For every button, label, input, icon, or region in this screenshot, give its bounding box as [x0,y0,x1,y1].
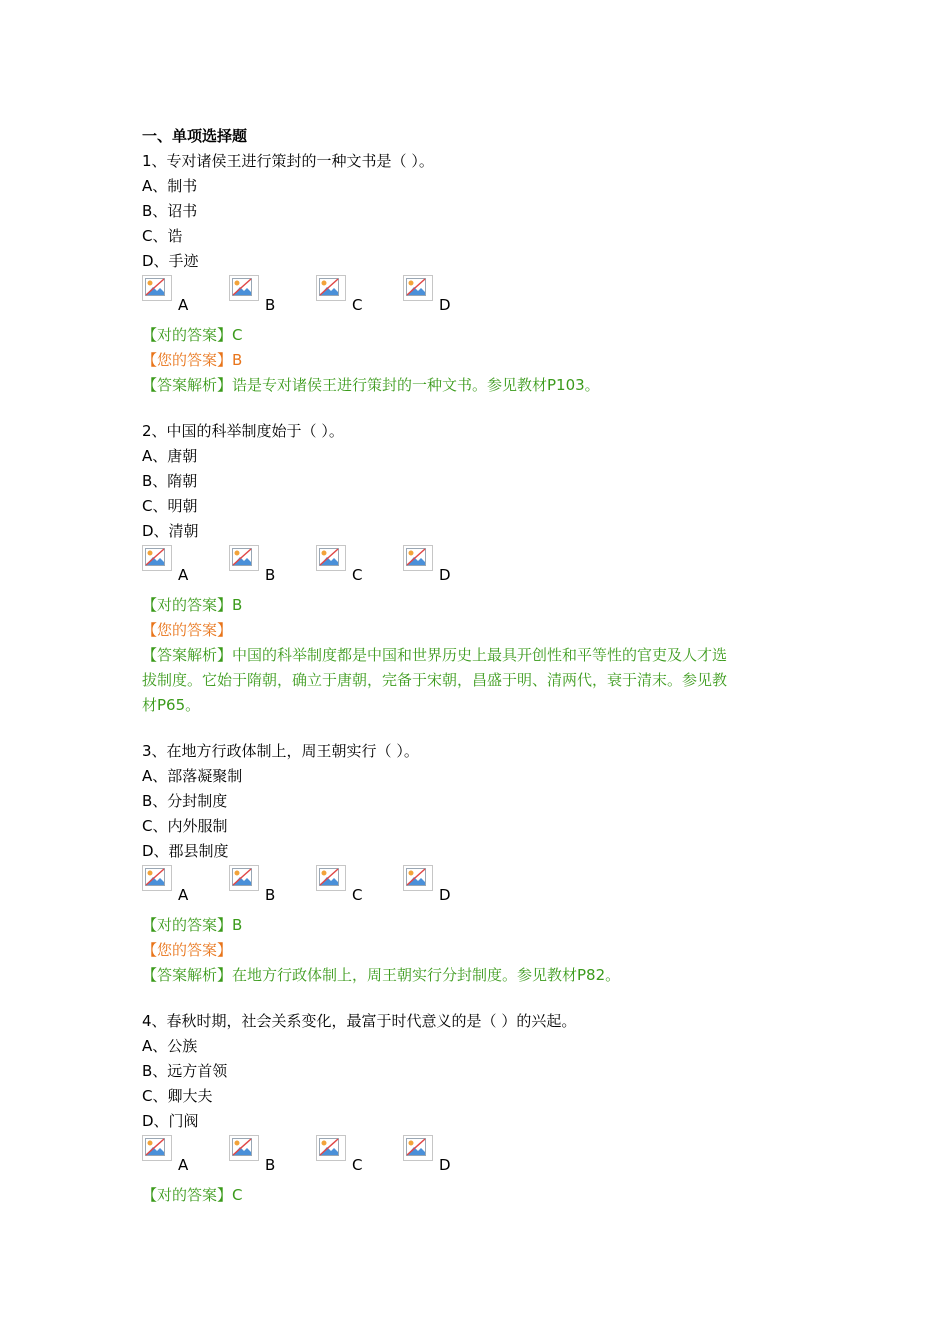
broken-image-icon [229,545,259,571]
question-stem: 1、专对诸侯王进行策封的一种文书是（ ）。 [142,152,434,170]
broken-image-icon [403,1135,433,1161]
choice-letter: A [178,886,189,904]
document-page [142,124,802,1208]
broken-image-icon [316,275,346,301]
broken-image-icon [229,275,259,301]
option-d: D、郡县制度 [142,842,229,860]
option-a: A、制书 [142,177,198,195]
choice-c[interactable] [316,275,403,315]
choice-letter: D [439,1156,451,1174]
choice-a[interactable] [142,1135,229,1175]
question-4 [142,1009,802,1208]
your-answer: 【您的答案】 [142,941,233,959]
choice-letter: D [439,566,451,584]
option-c: C、明朝 [142,497,198,515]
choice-a[interactable] [142,865,229,905]
choice-letter: D [439,886,451,904]
answer-analysis-line-3: 材P65。 [142,696,201,714]
question-3 [142,739,802,988]
correct-answer: 【对的答案】C [142,1186,243,1204]
your-answer: 【您的答案】B [142,351,243,369]
broken-image-icon [142,1135,172,1161]
choice-letter: A [178,296,189,314]
choice-row [142,275,802,315]
choice-row [142,1135,802,1175]
correct-answer: 【对的答案】B [142,916,243,934]
choice-letter: B [265,296,276,314]
broken-image-icon [316,865,346,891]
question-stem: 4、春秋时期，社会关系变化，最富于时代意义的是（ ）的兴起。 [142,1012,577,1030]
broken-image-icon [403,545,433,571]
question-stem: 3、在地方行政体制上，周王朝实行（ ）。 [142,742,419,760]
choice-b[interactable] [229,545,316,585]
broken-image-icon [316,1135,346,1161]
choice-b[interactable] [229,1135,316,1175]
answer-analysis: 【答案解析】在地方行政体制上，周王朝实行分封制度。参见教材P82。 [142,966,621,984]
choice-a[interactable] [142,545,229,585]
option-d: D、门阀 [142,1112,199,1130]
question-1 [142,149,802,398]
broken-image-icon [142,545,172,571]
choice-d[interactable] [403,545,490,585]
broken-image-icon [316,545,346,571]
broken-image-icon [403,275,433,301]
choice-letter: D [439,296,451,314]
choice-c[interactable] [316,865,403,905]
broken-image-icon [142,275,172,301]
choice-letter: C [352,296,363,314]
choice-letter: B [265,886,276,904]
option-b: B、分封制度 [142,792,228,810]
section-title: 一、单项选择题 [142,127,248,145]
choice-letter: A [178,566,189,584]
choice-row [142,545,802,585]
option-c: C、内外服制 [142,817,228,835]
choice-letter: B [265,1156,276,1174]
broken-image-icon [142,865,172,891]
your-answer: 【您的答案】 [142,621,233,639]
choice-letter: C [352,1156,363,1174]
option-b: B、诏书 [142,202,198,220]
option-d: D、手迹 [142,252,199,270]
answer-analysis-line-2: 拔制度。它始于隋朝，确立于唐朝，完备于宋朝，昌盛于明、清两代，衰于清末。参见教 [142,671,728,689]
option-b: B、隋朝 [142,472,198,490]
answer-analysis: 【答案解析】诰是专对诸侯王进行策封的一种文书。参见教材P103。 [142,376,600,394]
broken-image-icon [403,865,433,891]
answer-analysis-line-1: 【答案解析】中国的科举制度都是中国和世界历史上最具开创性和平等性的官吏及人才选 [142,646,728,664]
choice-d[interactable] [403,865,490,905]
correct-answer: 【对的答案】C [142,326,243,344]
option-c: C、卿大夫 [142,1087,213,1105]
choice-row [142,865,802,905]
option-a: A、公族 [142,1037,198,1055]
option-a: A、唐朝 [142,447,198,465]
choice-letter: C [352,566,363,584]
option-c: C、诰 [142,227,183,245]
broken-image-icon [229,1135,259,1161]
choice-d[interactable] [403,275,490,315]
choice-a[interactable] [142,275,229,315]
choice-letter: A [178,1156,189,1174]
choice-d[interactable] [403,1135,490,1175]
broken-image-icon [229,865,259,891]
option-b: B、远方首领 [142,1062,228,1080]
option-d: D、清朝 [142,522,199,540]
question-2 [142,419,802,718]
option-a: A、部落凝聚制 [142,767,243,785]
question-stem: 2、中国的科举制度始于（ ）。 [142,422,344,440]
choice-b[interactable] [229,865,316,905]
choice-b[interactable] [229,275,316,315]
correct-answer: 【对的答案】B [142,596,243,614]
choice-letter: C [352,886,363,904]
choice-c[interactable] [316,545,403,585]
choice-c[interactable] [316,1135,403,1175]
choice-letter: B [265,566,276,584]
